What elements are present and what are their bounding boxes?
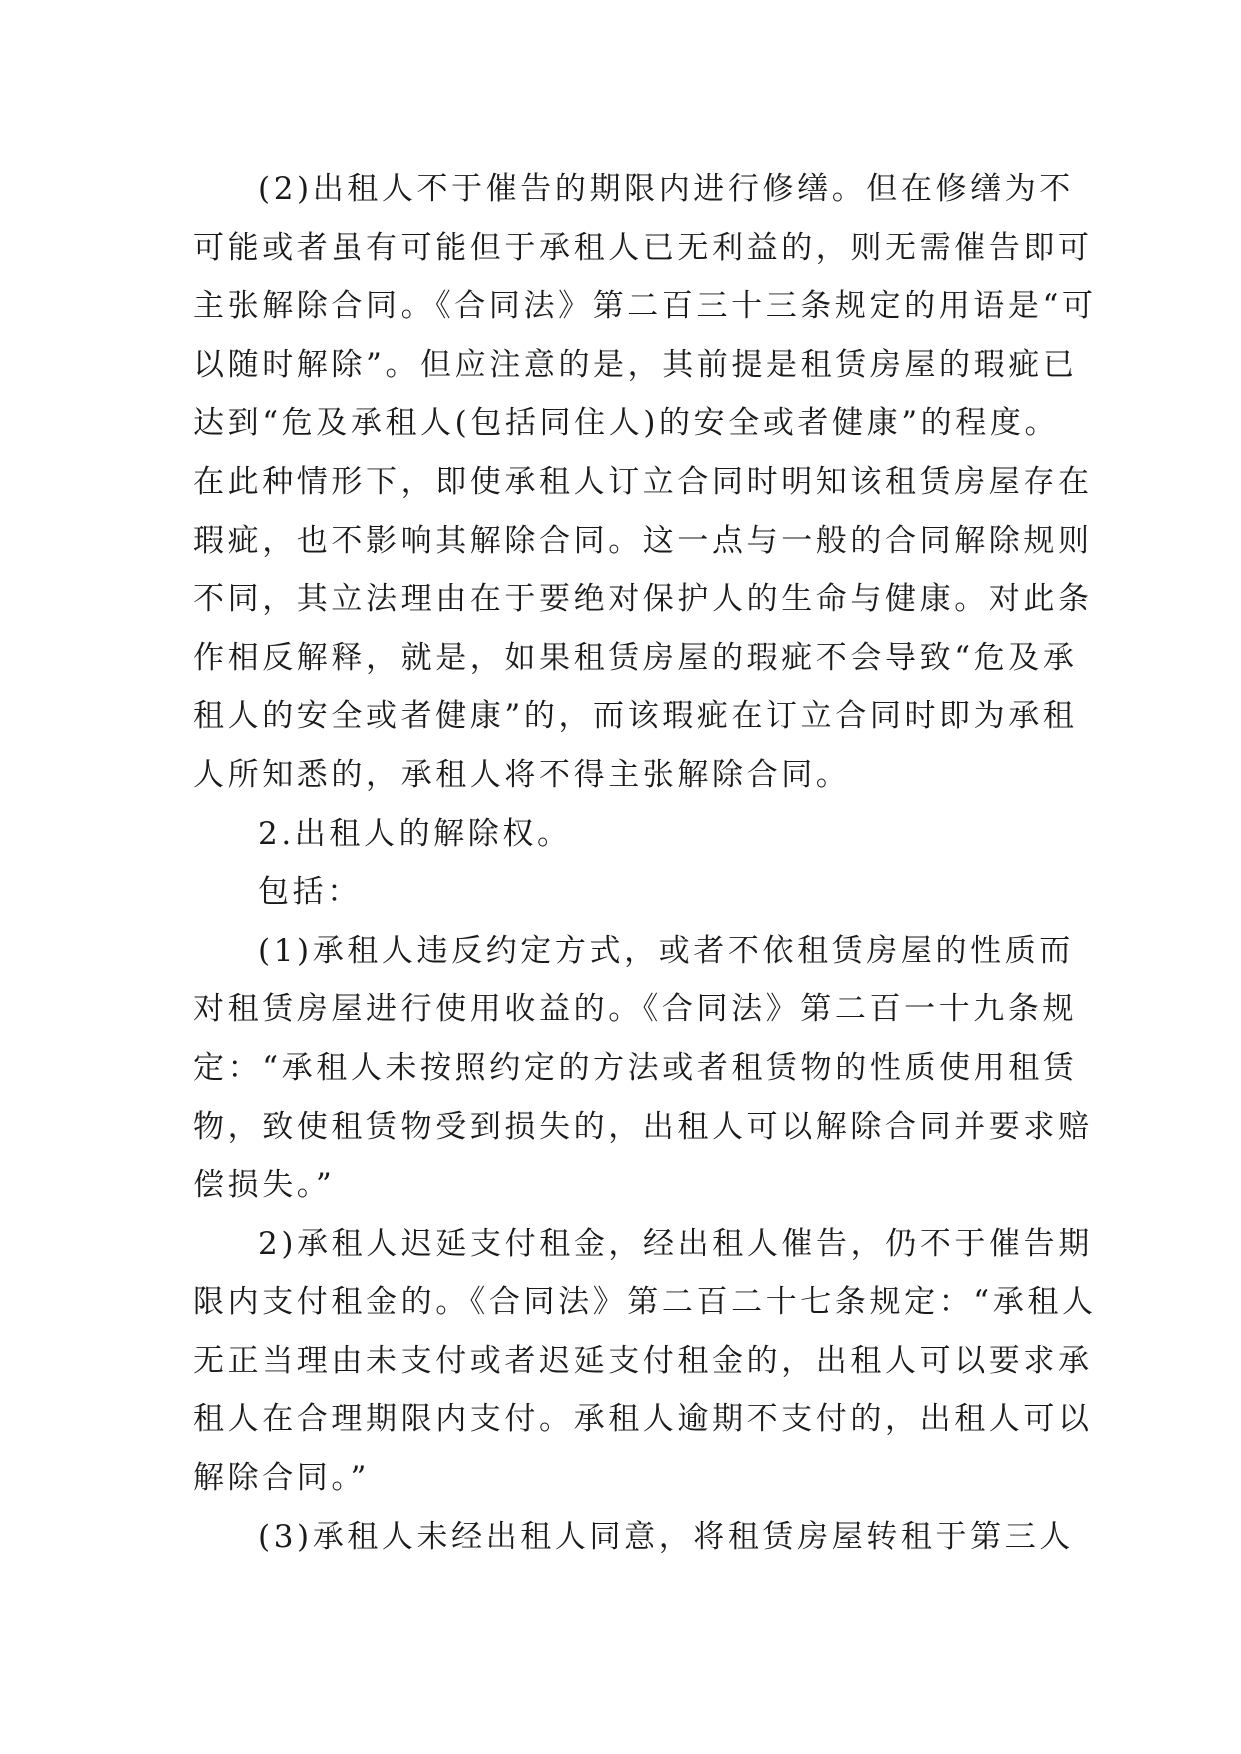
paragraph-line: 物，致使租赁物受到损失的，出租人可以解除合同并要求赔 bbox=[193, 1108, 1093, 1145]
document-body bbox=[193, 160, 1097, 1566]
paragraph-line: 作相反解释，就是，如果租赁房屋的瑕疵不会导致“危及承 bbox=[193, 639, 1078, 676]
paragraph-line: 2)承租人迟延支付租金，经出租人催告，仍不于催告期 bbox=[258, 1225, 1093, 1262]
paragraph-line: 主张解除合同。《合同法》第二百三十三条规定的用语是“可 bbox=[193, 288, 1097, 325]
paragraph-line: 限内支付租金的。《合同法》第二百二十七条规定：“承租人 bbox=[193, 1284, 1097, 1321]
paragraph-line: 偿损失。” bbox=[193, 1167, 336, 1204]
paragraph-line: 在此种情形下，即使承租人订立合同时明知该租赁房屋存在 bbox=[193, 463, 1093, 500]
paragraph-line: 以随时解除”。但应注意的是，其前提是租赁房屋的瑕疵已 bbox=[193, 346, 1078, 383]
paragraph-line: 包括： bbox=[258, 874, 362, 911]
paragraph-line: (3)承租人未经出租人同意，将租赁房屋转租于第三人 bbox=[258, 1518, 1074, 1555]
paragraph-line: 瑕疵，也不影响其解除合同。这一点与一般的合同解除规则 bbox=[193, 522, 1093, 559]
paragraph-line: 定：“承租人未按照约定的方法或者租赁物的性质使用租赁 bbox=[193, 1049, 1078, 1086]
paragraph-line: 解除合同。” bbox=[193, 1460, 370, 1497]
paragraph-line: 达到“危及承租人(包括同住人)的安全或者健康”的程度。 bbox=[193, 405, 1060, 442]
paragraph-line: (2)出租人不于催告的期限内进行修缮。但在修缮为不 bbox=[258, 171, 1074, 207]
paragraph-line: 人所知悉的，承租人将不得主张解除合同。 bbox=[193, 756, 851, 793]
paragraph-line: 可能或者虽有可能但于承租人已无利益的，则无需催告即可 bbox=[193, 229, 1093, 266]
section-heading: 2.出租人的解除权。 bbox=[258, 815, 572, 852]
paragraph-line: (1)承租人违反约定方式，或者不依租赁房屋的性质而 bbox=[258, 932, 1074, 969]
paragraph-line: 无正当理由未支付或者迟延支付租金的，出租人可以要求承 bbox=[193, 1342, 1093, 1379]
paragraph-line: 不同，其立法理由在于要绝对保护人的生命与健康。对此条 bbox=[193, 581, 1093, 618]
paragraph-line: 对租赁房屋进行使用收益的。《合同法》第二百一十九条规 bbox=[193, 991, 1078, 1028]
paragraph-line: 租人在合理期限内支付。承租人逾期不支付的，出租人可以 bbox=[193, 1401, 1093, 1438]
paragraph-line: 租人的安全或者健康”的，而该瑕疵在订立合同时即为承租 bbox=[193, 698, 1078, 735]
